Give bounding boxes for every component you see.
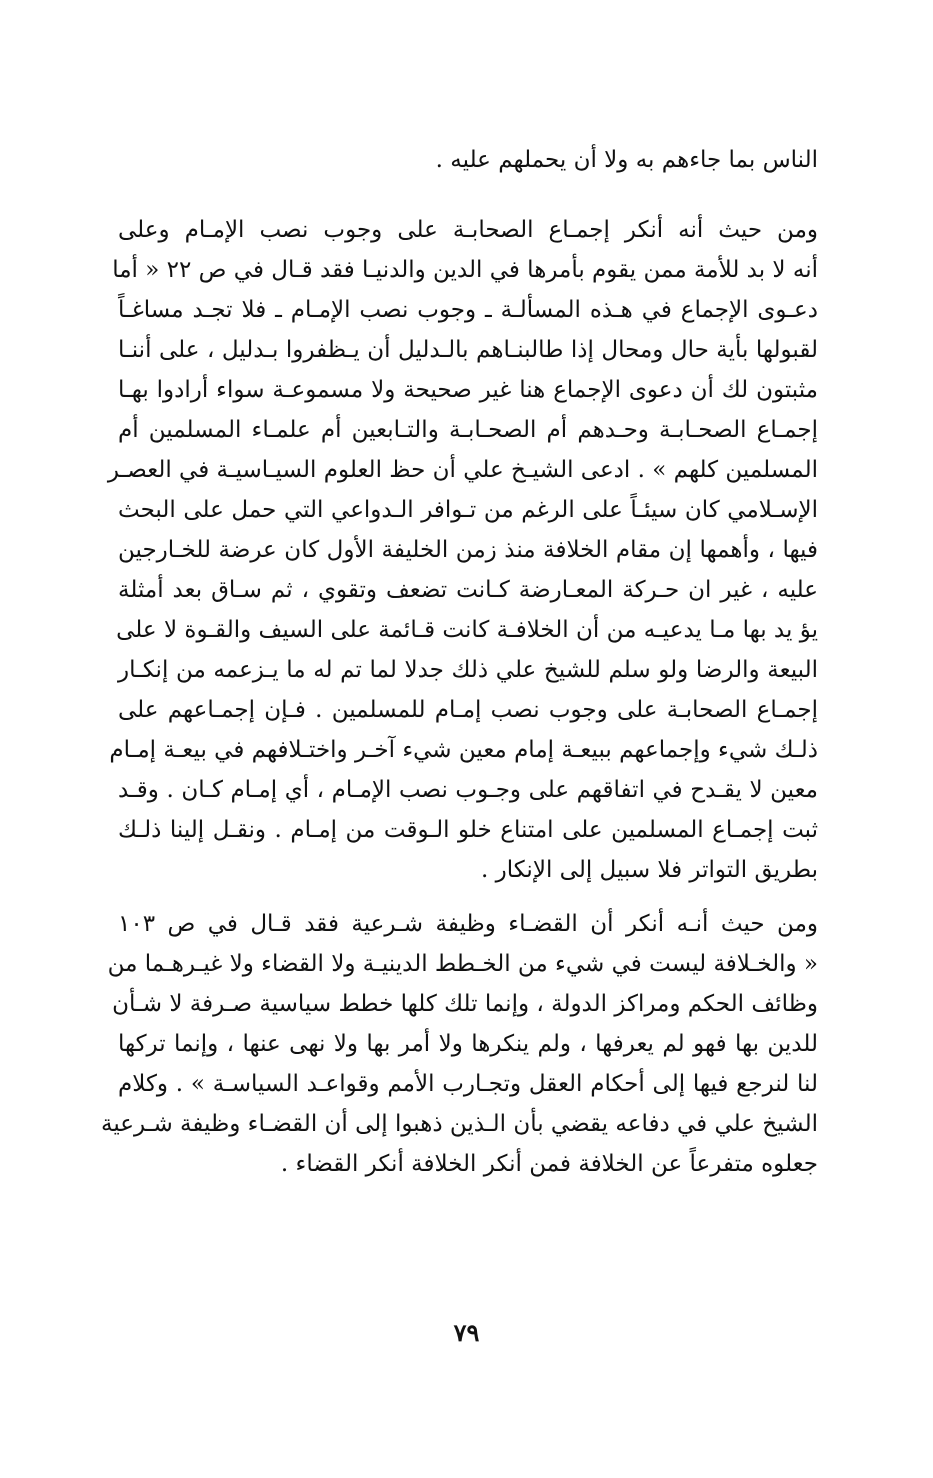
page-number: ٧٩ [453, 1318, 480, 1347]
body-text [101, 140, 818, 1198]
text-line: إجمـاع الصحـابـة وحـدهم أم الصحـابـة والتـابعين أم علمـاء المسلمين أم [118, 417, 818, 443]
text-line: « والخـلافة ليست في شيء من الخـطط الدينيـة ولا القضاء ولا غيـرهـما من [107, 951, 818, 977]
text-line: ثبت إجمـاع المسلمين على امتناع خلو الـوقت من إمـام . ونقـل إلينا ذلـك [118, 817, 818, 843]
text-line: البيعة والرضا ولو سلم للشيخ علي ذلك جدلا لما تم له ما يـزعمه من إنكـار [118, 657, 818, 683]
text-line: وظائف الحكم ومراكز الدولة ، وإنما تلك كلها خطط سياسية صـرفة لا شـأن [112, 991, 818, 1017]
text-line: الإسـلامي كان سيئـاً على الرغم من تـوافر الـدواعي التي حمل على البحث [118, 497, 818, 523]
paragraph [101, 904, 818, 1184]
text-line: ومن حيث أنـه أنكر أن القضـاء وظيفة شـرعية فقد قـال في ص ١٠٣ [118, 911, 818, 937]
text-line: ذلـك شيء وإجماعهم ببيعـة إمام معين شيء آخـر واختـلافهم في بيعـة إمـام [109, 737, 818, 763]
text-line: معين لا يقـدح في اتفاقهم على وجـوب نصب الإمـام ، أي إمـام كـان . وقـد [118, 777, 818, 803]
text-line: فيها ، وأهمها إن مقام الخلافة منذ زمن الخليفة الأول كان عرضة للخـارجين [118, 537, 818, 563]
text-line: ومن حيث أنه أنكر إجمـاع الصحابـة على وجوب نصب الإمـام وعلى [118, 217, 818, 243]
text-line: جعلوه متفرعاً عن الخلافة فمن أنكر الخلافة أنكر القضاء . [280, 1151, 818, 1177]
text-line: للدين بها فهو لم يعرفها ، ولم ينكرها ولا أمر بها ولا نهى عنها ، وإنما تركها [118, 1031, 818, 1057]
text-line: المسلمين كلهم » . ادعى الشيـخ علي أن حظ العلوم السيـاسيـة في العصـر [107, 457, 818, 483]
text-line: أنه لا بد للأمة ممن يقوم بأمرها في الدين والدنيـا فقد قـال في ص ٢٢ « أما [112, 257, 818, 283]
text-line: لنا لنرجع فيها إلى أحكام العقل وتجـارب الأمم وقواعـد السياسـة » . وكلام [118, 1071, 818, 1097]
text-line: لقبولها بأية حال ومحال إذا طالبنـاهم بالـدليل أن يـظفروا بـدليل ، على أننـا [118, 337, 818, 363]
paragraph [107, 210, 818, 890]
text-line: مثبتون لك أن دعوى الإجماع هنا غير صحيحة ولا مسموعـة سواء أرادوا بهـا [118, 377, 818, 403]
text-line: عليه ، غير ان حـركة المعـارضة كـانت تضعف وتقوي ، ثم سـاق بعد أمثلة [118, 577, 818, 603]
text-line: الناس بما جاءهم به ولا أن يحملهم عليه . [435, 147, 818, 173]
text-line: يؤ يد بها مـا يدعيـه من أن الخلافـة كانت قـائمة على السيف والقـوة لا على [116, 617, 818, 643]
text-line: بطريق التواتر فلا سبيل إلى الإنكار . [480, 857, 818, 883]
text-line: دعـوى الإجماع في هـذه المسألـة ـ وجوب نصب الإمـام ـ فلا تجـد مساغـاً [118, 297, 818, 323]
text-line: إجمـاع الصحابـة على وجوب نصب إمـام للمسلمين . فـإن إجمـاعهم على [118, 697, 818, 723]
text-line: الشيخ علي في دفاعه يقضي بأن الـذين ذهبوا إلى أن القضـاء وظيفة شـرعية [101, 1111, 818, 1137]
paragraph [118, 140, 818, 180]
